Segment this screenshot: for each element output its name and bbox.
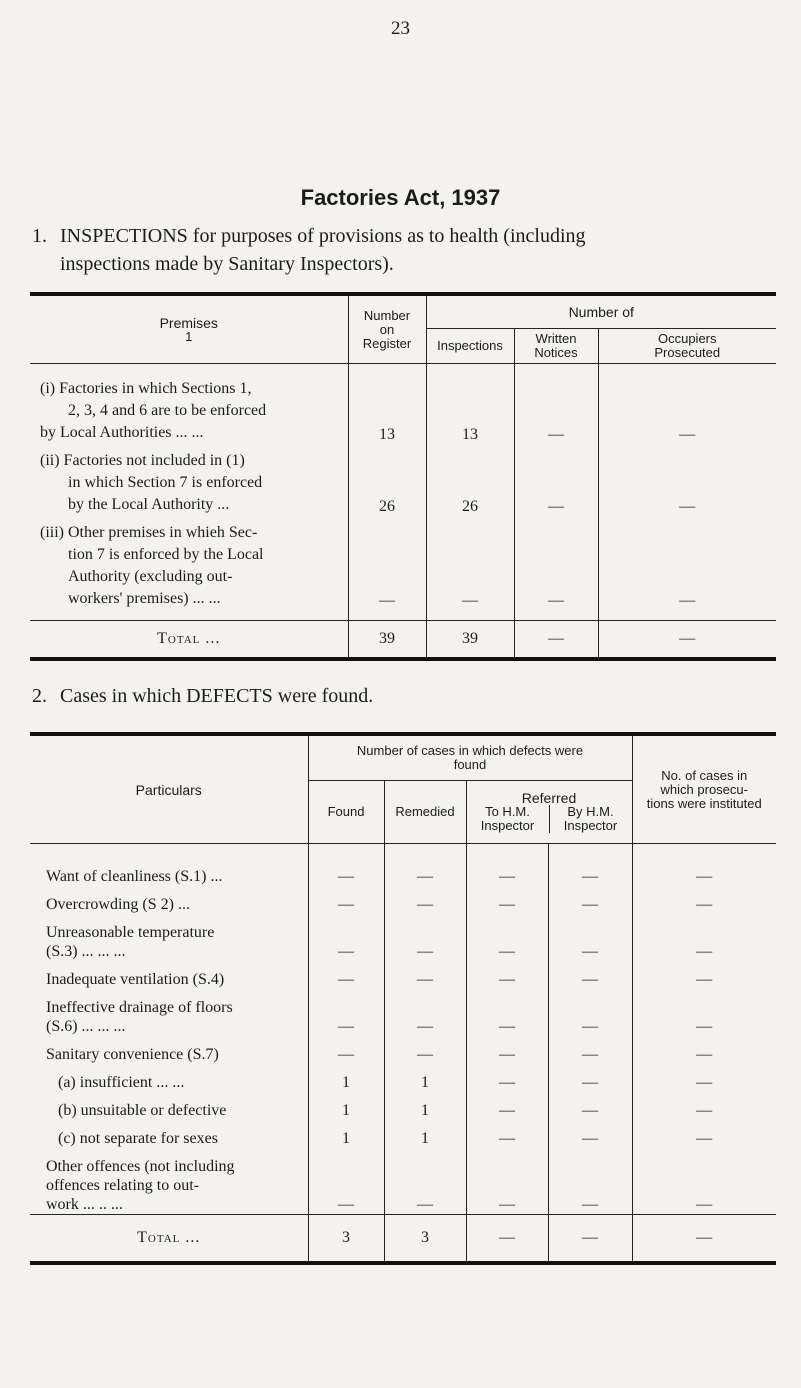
by-hm-value: — <box>548 1064 632 1092</box>
total-inspections: 39 <box>426 621 514 660</box>
total-row <box>30 621 776 660</box>
remedied-value: 1 <box>384 1092 466 1120</box>
prosecutions-value: — <box>632 858 776 886</box>
by-hm-value: — <box>548 989 632 1036</box>
particulars-header: Particulars <box>30 734 308 844</box>
notices-header: Written Notices <box>514 329 598 364</box>
table-row <box>30 961 776 989</box>
to-hm-header: To H.M. Inspector <box>480 804 535 833</box>
by-hm-value: — <box>548 1120 632 1148</box>
register-value: — <box>348 516 426 621</box>
table-row: (i) Factories in which Sections 1, 2, 3, 4 and 6 are to be enforced by Local Authorities ... ... 13 13 — — <box>30 364 776 445</box>
register-value: 26 <box>348 444 426 516</box>
premises-label: (i) Factories in which Sections 1, <box>40 380 252 397</box>
by-hm-value: — <box>548 961 632 989</box>
to-hm-value: — <box>466 989 548 1036</box>
total-to-hm: — <box>466 1215 548 1264</box>
particulars-label: Ineffective drainage of floors (S.6) ... ... ... <box>46 999 233 1035</box>
inspections-table <box>30 292 776 661</box>
by-hm-header: By H.M. Inspector <box>549 805 632 833</box>
by-hm-value: — <box>548 1036 632 1064</box>
found-header: Found <box>308 781 384 844</box>
premises-label: (ii) Factories not included in (1) <box>40 452 245 469</box>
spacer-row <box>30 844 776 859</box>
notices-value: — <box>514 516 598 621</box>
to-hm-value: — <box>466 886 548 914</box>
defects-table <box>30 732 776 1265</box>
particulars-label: Overcrowding (S 2) ... <box>46 896 190 913</box>
found-value: 1 <box>308 1064 384 1092</box>
register-header: Number on Register <box>348 294 426 364</box>
to-hm-value: — <box>466 1092 548 1120</box>
particulars-label: Want of cleanliness (S.1) ... <box>46 868 223 885</box>
remedied-value: — <box>384 886 466 914</box>
inspections-value: — <box>426 516 514 621</box>
remedied-value: — <box>384 1148 466 1215</box>
prosecutions-value: — <box>632 1120 776 1148</box>
particulars-label: (c) not separate for sexes <box>58 1130 218 1147</box>
found-value: 1 <box>308 1092 384 1120</box>
table-row: (ii) Factories not included in (1) in which Section 7 is enforced by the Local Authority ... 26 26 — — <box>30 444 776 516</box>
section-2-heading-text: Cases in which DEFECTS were found. <box>60 685 374 707</box>
found-value: — <box>308 886 384 914</box>
referred-header <box>466 781 632 844</box>
table-row <box>30 1064 776 1092</box>
remedied-value: — <box>384 914 466 961</box>
found-value: — <box>308 1148 384 1215</box>
table-row <box>30 914 776 961</box>
to-hm-value: — <box>466 1148 548 1215</box>
premises-label: (iii) Other premises in whieh Sec- <box>40 524 258 541</box>
to-hm-value: — <box>466 1036 548 1064</box>
section-1-number: 1. <box>32 225 47 247</box>
total-found: 3 <box>308 1215 384 1264</box>
by-hm-value: — <box>548 1148 632 1215</box>
prosecutions-header: No. of cases in which prosecu- tions were instituted <box>632 734 776 844</box>
prosecutions-value: — <box>632 914 776 961</box>
prosecuted-value: — <box>598 444 776 516</box>
prosecutions-value: — <box>632 1148 776 1215</box>
inspections-value: 13 <box>426 364 514 445</box>
to-hm-value: — <box>466 961 548 989</box>
number-of-header: Number of <box>426 294 776 329</box>
inspections-header: Inspections <box>426 329 514 364</box>
notices-value: — <box>514 364 598 445</box>
total-remedied: 3 <box>384 1215 466 1264</box>
particulars-label: Inadequate ventilation (S.4) <box>46 971 225 988</box>
table-row <box>30 989 776 1036</box>
remedied-value: — <box>384 961 466 989</box>
found-value: — <box>308 1036 384 1064</box>
total-notices: — <box>514 621 598 660</box>
found-value: 1 <box>308 1120 384 1148</box>
remedied-header: Remedied <box>384 781 466 844</box>
by-hm-value: — <box>548 1092 632 1120</box>
prosecutions-value: — <box>632 886 776 914</box>
to-hm-value: — <box>466 1120 548 1148</box>
act-title: Factories Act, 1937 <box>300 185 501 210</box>
particulars-label: (b) unsuitable or defective <box>58 1102 227 1119</box>
notices-value: — <box>514 444 598 516</box>
section-2-number: 2. <box>32 685 47 707</box>
prosecutions-value: — <box>632 1092 776 1120</box>
table-row: (iii) Other premises in whieh Sec- tion 7 is enforced by the Local Authority (excluding out- workers' premises) ... ... — — — — <box>30 516 776 621</box>
prosecuted-header: Occupiers Prosecuted <box>598 329 776 364</box>
particulars-label: Other offences (not including offences relating to out- work ... .. ... <box>46 1158 235 1213</box>
remedied-value: 1 <box>384 1064 466 1092</box>
found-value: — <box>308 961 384 989</box>
found-value: — <box>308 989 384 1036</box>
section-1-heading <box>32 222 772 278</box>
particulars-label: (a) insufficient ... ... <box>58 1074 185 1091</box>
prosecutions-value: — <box>632 1036 776 1064</box>
remedied-value: — <box>384 1036 466 1064</box>
prosecutions-value: — <box>632 989 776 1036</box>
total-prosecuted: — <box>598 621 776 660</box>
table-row <box>30 1092 776 1120</box>
section-1-heading-line1: INSPECTIONS for purposes of provisions as to health (including <box>60 225 586 247</box>
premises-column-number: 1 <box>185 329 193 344</box>
table-row <box>30 858 776 886</box>
found-value: — <box>308 914 384 961</box>
prosecutions-value: — <box>632 1064 776 1092</box>
table-row <box>30 886 776 914</box>
particulars-label: Unreasonable temperature (S.3) ... ... ... <box>46 924 215 960</box>
to-hm-value: — <box>466 914 548 961</box>
total-prosecutions: — <box>632 1215 776 1264</box>
to-hm-value: — <box>466 1064 548 1092</box>
total-row <box>30 1215 776 1264</box>
remedied-value: 1 <box>384 1120 466 1148</box>
table-row <box>30 1120 776 1148</box>
page-number: 23 <box>391 18 410 39</box>
section-1-heading-line2: inspections made by Sanitary Inspectors). <box>60 253 394 275</box>
prosecutions-value: — <box>632 961 776 989</box>
total-by-hm: — <box>548 1215 632 1264</box>
register-value: 13 <box>348 364 426 445</box>
inspections-value: 26 <box>426 444 514 516</box>
to-hm-value: — <box>466 858 548 886</box>
table-row <box>30 1148 776 1215</box>
total-label: Total ... <box>137 1229 201 1246</box>
referred-label: Referred <box>521 790 577 806</box>
prosecuted-value: — <box>598 364 776 445</box>
found-value: — <box>308 858 384 886</box>
remedied-value: — <box>384 989 466 1036</box>
particulars-label: Sanitary convenience (S.7) <box>46 1046 219 1063</box>
total-label: Total ... <box>157 630 221 647</box>
section-2-heading <box>32 682 772 710</box>
total-register: 39 <box>348 621 426 660</box>
table-row <box>30 1036 776 1064</box>
remedied-value: — <box>384 858 466 886</box>
number-of-cases-header: Number of cases in which defects were found <box>308 734 632 781</box>
by-hm-value: — <box>548 858 632 886</box>
premises-header: Premises 1 <box>30 294 348 364</box>
by-hm-value: — <box>548 886 632 914</box>
by-hm-value: — <box>548 914 632 961</box>
prosecuted-value: — <box>598 516 776 621</box>
